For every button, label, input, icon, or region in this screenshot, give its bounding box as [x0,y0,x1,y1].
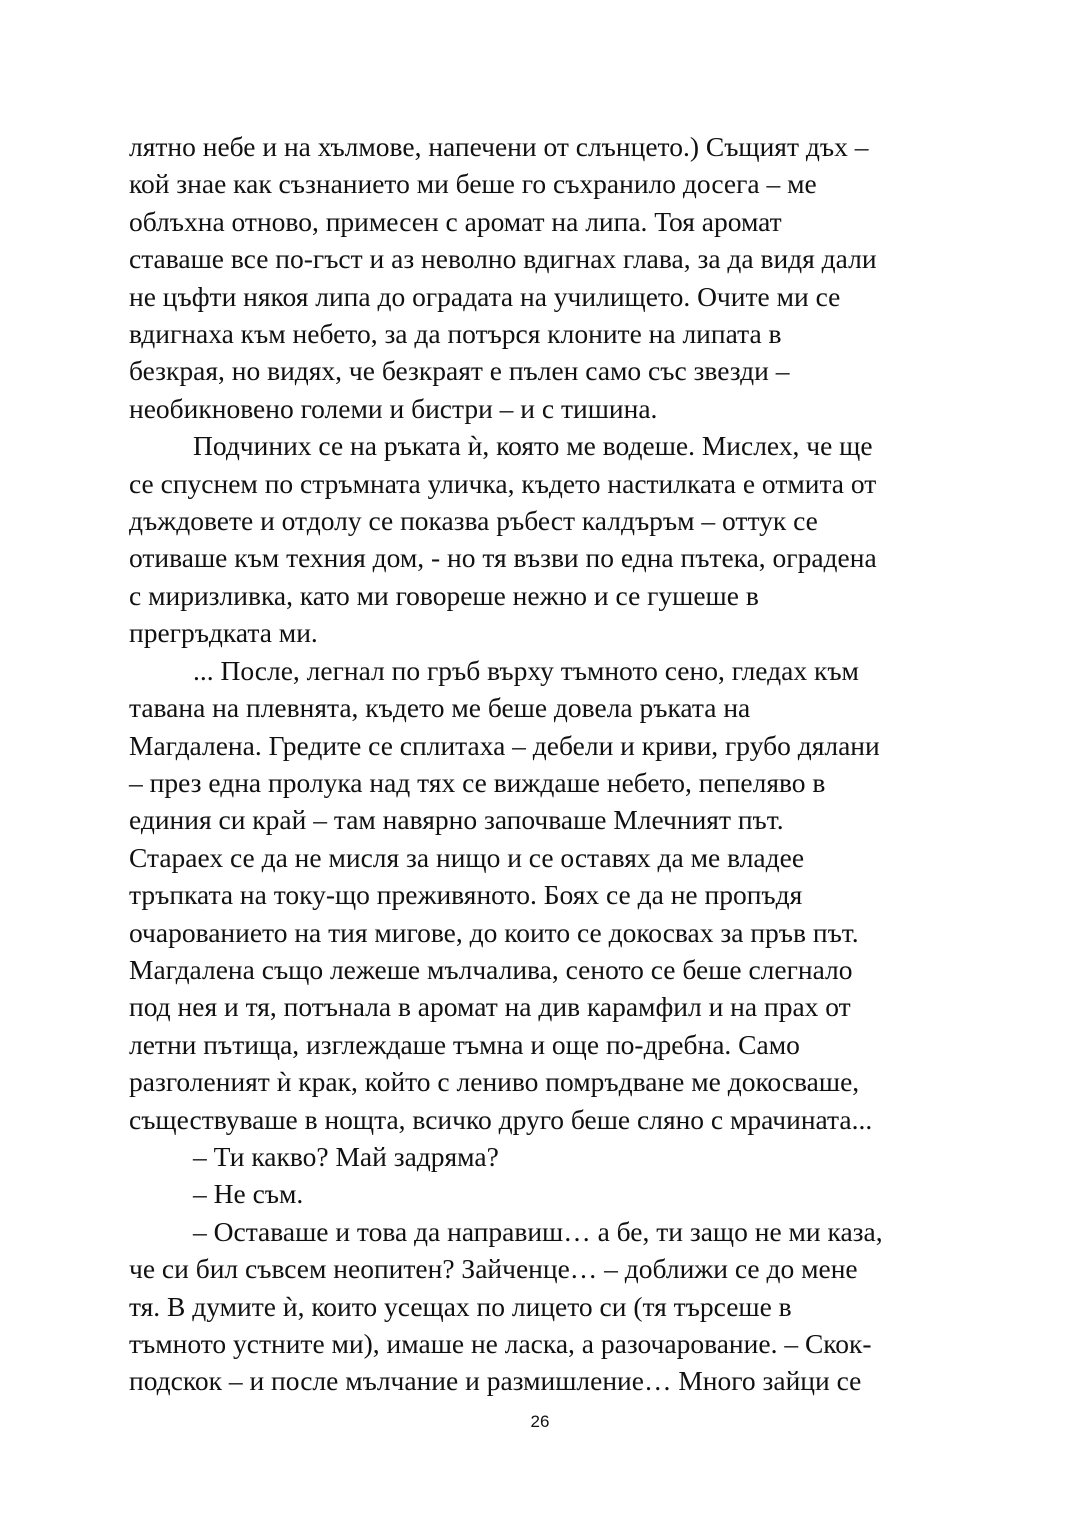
text-line: разголеният ѝ крак, който с лениво помръдване ме докосваше, [129,1066,860,1098]
text-line: необикновено големи и бистри – и с тишина. [129,392,658,424]
text-line: дъждовете и отдолу се показва ръбест калдъръм – оттук се [129,505,818,537]
paragraph-start-line: Подчиних се на ръката ѝ, която ме водеше. Мислех, че ще [193,430,873,462]
text-line: – през една пролука над тях се виждаше небето, пепеляво в [129,766,826,798]
text-line: че си бил съвсем неопитен? Зайченце… – доближи се до мене [129,1253,858,1285]
text-line: вдигнаха към небето, за да потърся клоните на липата в [129,318,782,350]
text-line: безкрая, но видях, че безкраят е пълен само със звезди – [129,355,790,387]
page-number: 26 [530,1412,550,1431]
text-line: тя. В думите ѝ, които усещах по лицето си (тя търсеше в [129,1290,792,1322]
text-line: съществуваше в нощта, всичко друго беше сляно с мрачината... [129,1103,873,1135]
text-line: се спуснем по стръмната уличка, където настилката е отмита от [129,467,877,499]
text-line: прегръдката ми. [129,617,318,649]
dialogue-line: – Ти какво? Май задряма? [193,1140,499,1172]
text-line: Магдалена също лежеше мълчалива, сеното се беше слегнало [129,953,853,985]
text-line: тавана на плевнята, където ме беше довела ръката на [129,692,751,724]
text-line: отиваше към техния дом, - но тя възви по една пътека, оградена [129,542,877,574]
text-line: очарованието на тия мигове, до които се докосвах за пръв път. [129,916,859,948]
body-text [129,128,959,1400]
paragraph-start-line: ... После, легнал по гръб върху тъмното сено, гледах към [193,654,859,686]
text-line: подскок – и после мълчание и размишление… Много зайци се [129,1365,862,1397]
text-line: облъхна отново, примесен с аромат на липа. Тоя аромат [129,205,782,237]
text-line: под нея и тя, потънала в аромат на див карамфил и на прах от [129,991,851,1023]
dialogue-line: – Оставаше и това да направиш… а бе, ти защо не ми каза, [193,1215,883,1247]
text-line: не цъфти някоя липа до оградата на училището. Очите ми се [129,280,841,312]
text-line: с миризливка, като ми говореше нежно и се гушеше в [129,579,759,611]
text-line: летни пътища, изглеждаше тъмна и още по-дребна. Само [129,1028,800,1060]
text-line: Магдалена. Гредите се сплитаха – дебели и криви, грубо дялани [129,729,880,761]
dialogue-line: – Не съм. [193,1178,304,1210]
text-line: тръпката на току-що преживяното. Боях се да не пропъдя [129,879,803,911]
text-line: единия си край – там навярно започваше Млечният път. [129,804,784,836]
text-line: ставаше все по-гъст и аз неволно вдигнах глава, за да видя дали [129,243,877,275]
text-line: тъмното устните ми), имаше не ласка, а разочарование. – Скок- [129,1328,872,1359]
text-line: лятно небе и на хълмове, напечени от слънцето.) Същият дъх – [129,131,869,162]
text-line: кой знае как съзнанието ми беше го съхранило досега – ме [129,168,817,200]
text-line: Стараех се да не мисля за нищо и се оставях да ме владее [129,841,805,873]
